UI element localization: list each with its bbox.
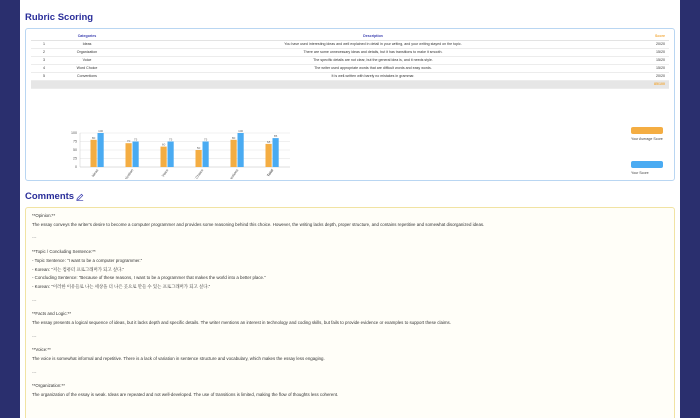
row-number: 3 [31,56,57,64]
y-tick-label: 25 [73,156,77,161]
row-score: 15/20 [629,56,669,64]
row-description: There are some unnecessary ideas and details, but it has transitions to make it smooth. [117,48,629,56]
table-row [31,48,669,56]
bar-data-label: 75 [168,137,173,142]
bar-average [161,147,167,167]
comment-paragraph: - Korean: "저는 컴퓨터 프로그래머가 되고 싶다." [32,266,125,272]
bar-score [168,142,174,168]
comment-paragraph: - Korean: "이러한 이유들로 나는 세상을 더 나은 곳으로 만들 수 있는 프로그래머가 되고 싶다." [32,284,211,290]
edit-pencil-icon[interactable] [76,193,84,201]
comment-paragraph: - Topic Sentence: "I want to be a computer programmer." [32,257,143,263]
comments-header [25,191,675,202]
legend-label-average: Your Average Score [631,137,663,141]
comment-paragraph: **Organization:** [32,383,65,389]
row-score: 15/20 [629,64,669,72]
row-category: Voice [57,56,117,64]
score-bar-chart [32,103,592,179]
x-tick-label: Total [266,168,275,178]
bar-data-label: 75 [133,137,138,142]
row-number: 4 [31,64,57,72]
comment-paragraph: **Topic / Concluding Sentence:** [32,248,96,254]
x-tick-label: Conventions [224,168,240,179]
comment-paragraph: **Voice:** [32,347,51,353]
legend-swatch-score [631,161,663,168]
bar-score [98,133,104,167]
comment-separator: --- [32,333,37,339]
report-page [20,0,680,418]
bar-average [196,150,202,167]
bar-score [133,142,139,168]
bar-data-label: 50 [196,146,201,150]
row-category: Word Choice [57,64,117,72]
row-description: It is well-written with barely no mistakes in grammar. [117,72,629,80]
comment-paragraph: The voice is somewhat informal and repetitive. There is a lack of variation in sentence structure and vocabulary, which makes the essay less engaging. [32,356,325,362]
row-score: 15/20 [629,48,669,56]
bar-data-label: 70 [126,139,131,144]
categories-header: Categories [57,32,117,40]
total-row [31,80,669,88]
x-tick-label: Word Choice [189,168,205,179]
bar-data-label: 80 [231,135,236,140]
bar-data-label: 60 [161,142,166,147]
bar-data-label: 100 [98,129,104,133]
total-score: 85/100 [629,80,669,88]
row-description: The specific details are not clear, but the general idea is, and it needs style. [117,56,629,64]
comments-panel [25,207,675,418]
rubric-panel [25,28,675,181]
row-score: 20/20 [629,40,669,48]
bar-score [273,138,279,167]
row-category: Ideas [57,40,117,48]
comment-paragraph: The essay presents a logical sequence of ideas, but it lacks depth and specific details. The writer mentions an interest in technology and coding skills, but fails to provide evidence or examples to support these claims. [32,320,451,326]
row-description: The writer used appropriate words that are difficult words and easy words. [117,64,629,72]
bar-data-label: 75 [203,137,208,142]
chart-legend [631,127,671,195]
y-tick-label: 50 [73,148,77,153]
comment-paragraph: The essay conveys the writer's desire to become a computer programmer and provides some reasoning behind this choice. However, the writing lacks depth, proper structure, and contains repetitive and somewhat disorganized ideas. [32,221,485,227]
row-number: 2 [31,48,57,56]
row-number: 1 [31,40,57,48]
comment-paragraph: **Facts and Logic:** [32,311,72,317]
row-number: 5 [31,72,57,80]
row-description: You have used interesting ideas and well explained in detail in your writing, and your writing stayed on the topic. [117,40,629,48]
description-header: Description [117,32,629,40]
y-tick-label: 100 [71,131,77,136]
num-header [31,32,57,40]
y-tick-label: 75 [73,139,77,144]
score-chart [32,103,592,179]
comments-title: Comments [25,191,75,202]
row-category: Organization [57,48,117,56]
bar-score [238,133,244,167]
comment-paragraph: **Opinion:** [32,213,56,218]
rubric-table [31,32,669,89]
row-category: Conventions [57,72,117,80]
table-row [31,72,669,80]
legend-label-score: Your Score [631,171,649,175]
x-tick-label: Organization [119,168,135,179]
bar-data-label: 68 [266,139,271,144]
comment-separator: --- [32,235,37,241]
comment-paragraph: The organization of the essay is weak. Ideas are repeated and not well-developed. The use of transitions is limited, making the flow of thoughts less coherent. [32,392,339,398]
bar-average [231,140,237,167]
x-tick-label: Ideas [90,168,100,178]
bar-score [203,142,209,168]
y-tick-label: 0 [75,165,77,170]
comment-separator: --- [32,369,37,375]
legend-swatch-average [631,127,663,134]
bar-data-label: 100 [238,129,244,133]
bar-average [266,144,272,167]
table-row [31,64,669,72]
table-row [31,40,669,48]
x-tick-label: Voice [160,168,170,178]
row-score: 20/20 [629,72,669,80]
table-row [31,56,669,64]
comment-paragraph: - Concluding Sentence: "Because of these reasons, I want to be a programmer that makes the world into a better place." [32,275,266,281]
comment-separator: --- [32,297,37,303]
bar-data-label: 80 [91,135,96,140]
bar-average [126,143,132,167]
bar-average [91,140,97,167]
bar-data-label: 85 [273,134,278,139]
score-header: Score [629,32,669,40]
rubric-title: Rubric Scoring [25,12,94,23]
